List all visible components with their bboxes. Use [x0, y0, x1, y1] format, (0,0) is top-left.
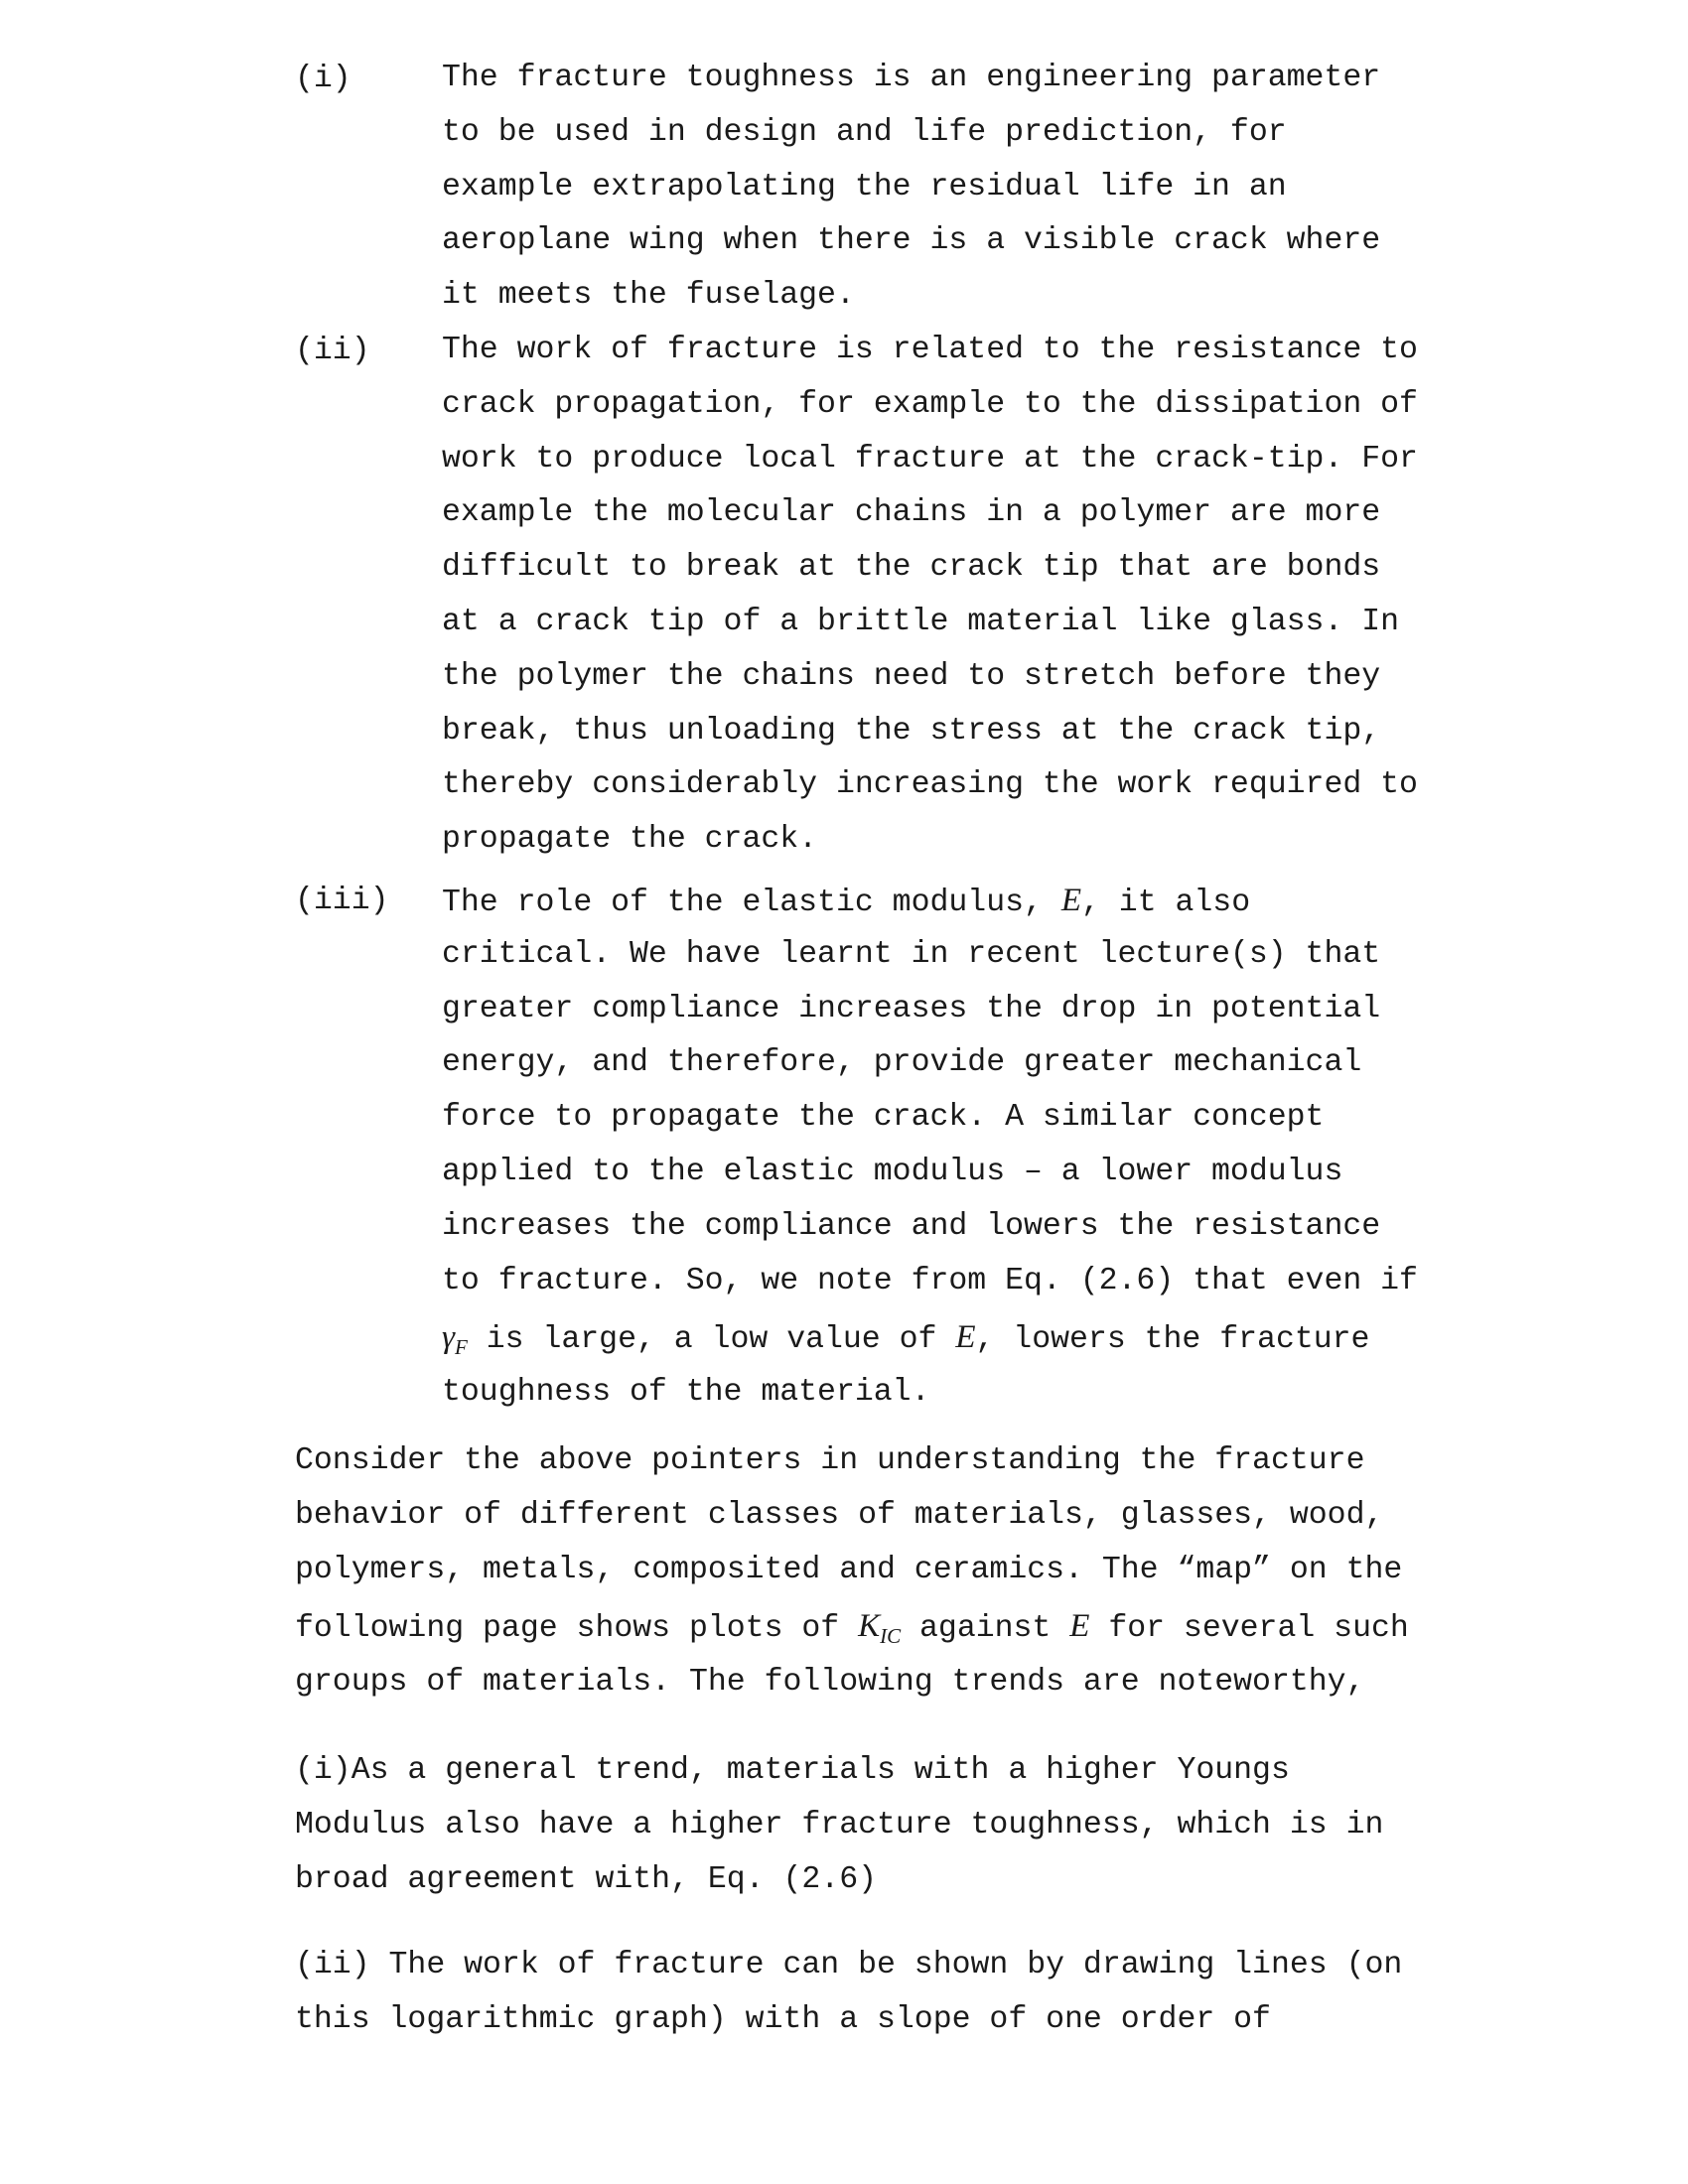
text-line: aeroplane wing when there is a visible crack where — [442, 223, 1381, 259]
text-line: example the molecular chains in a polymer are more — [442, 495, 1381, 531]
list-marker: (ii) — [295, 334, 370, 368]
text-line: the polymer the chains need to stretch before they — [442, 658, 1381, 694]
trend-paragraph-i — [295, 1743, 1506, 1907]
text-line: groups of materials. The following trends are noteworthy, — [295, 1665, 1365, 1700]
text-line: break, thus unloading the stress at the crack tip, — [442, 713, 1381, 749]
text-line: The work of fracture is related to the resistance to — [442, 333, 1418, 367]
modulus-symbol: E — [1069, 1608, 1090, 1644]
gamma-symbol: γ — [442, 1319, 456, 1356]
list-item-text — [442, 324, 1486, 868]
text-line: toughness of the material. — [442, 1375, 930, 1411]
k-symbol: K — [858, 1608, 881, 1644]
text-line: propagate the crack. — [442, 822, 818, 858]
list-item-text — [442, 874, 1486, 1421]
text-line: at a crack tip of a brittle material like glass. In — [442, 604, 1400, 639]
text-line: thereby considerably increasing the work required to — [442, 767, 1418, 803]
text-line: The fracture toughness is an engineering parameter — [442, 61, 1381, 95]
list-item-text — [442, 52, 1486, 324]
list-marker: (iii) — [295, 884, 389, 918]
text-line: critical. We have learnt in recent lecture(s) that — [442, 936, 1381, 972]
modulus-symbol: E — [1060, 883, 1081, 918]
text-line: (i)As a general trend, materials with a higher Youngs — [295, 1753, 1290, 1788]
text-line: crack propagation, for example to the dissipation of — [442, 386, 1418, 422]
list-item-iii — [295, 874, 1486, 1421]
text-line: to be used in design and life prediction, for — [442, 114, 1287, 150]
text-line: increases the compliance and lowers the resistance — [442, 1208, 1381, 1244]
gamma-subscript: F — [455, 1335, 468, 1360]
text-line: it meets the fuselage. — [442, 278, 855, 314]
body-paragraph — [295, 1433, 1506, 1709]
text-line: applied to the elastic modulus – a lower modulus — [442, 1154, 1343, 1189]
text-line: behavior of different classes of materials, glasses, wood, — [295, 1498, 1384, 1533]
text-line: polymers, metals, composited and ceramics. The “map” on the — [295, 1553, 1403, 1587]
text-line: greater compliance increases the drop in potential — [442, 991, 1381, 1026]
text-line: difficult to break at the crack tip that are bonds — [442, 550, 1381, 586]
text-line: to fracture. So, we note from Eq. (2.6) that even if — [442, 1263, 1418, 1298]
text-line: energy, and therefore, provide greater mechanical — [442, 1045, 1362, 1081]
text-line: work to produce local fracture at the crack-tip. For — [442, 441, 1418, 477]
k-subscript: IC — [880, 1624, 902, 1648]
text-line: The role of the elastic modulus, E, it also — [442, 883, 1251, 920]
text-line: force to propagate the crack. A similar concept — [442, 1100, 1325, 1136]
modulus-symbol: E — [955, 1319, 976, 1356]
text-line: (ii) The work of fracture can be shown by drawing lines (on — [295, 1948, 1403, 1982]
text-line: Modulus also have a higher fracture toughness, which is in — [295, 1808, 1384, 1843]
text-line: this logarithmic graph) with a slope of one order of — [295, 2002, 1271, 2037]
list-item-ii — [295, 324, 1486, 868]
text-line: example extrapolating the residual life in an — [442, 169, 1287, 205]
text-line: broad agreement with, Eq. (2.6) — [295, 1862, 877, 1897]
list-marker: (i) — [295, 62, 352, 96]
trend-paragraph-ii — [295, 1938, 1506, 2047]
text-line: Consider the above pointers in understanding the fracture — [295, 1443, 1365, 1478]
text-line: following page shows plots of $K_{IC}$ against E for several such — [295, 1608, 1409, 1648]
list-item-i — [295, 52, 1486, 324]
text-line: $\gamma_F$ is large, a low value of E, lowers the fracture — [442, 1319, 1370, 1360]
